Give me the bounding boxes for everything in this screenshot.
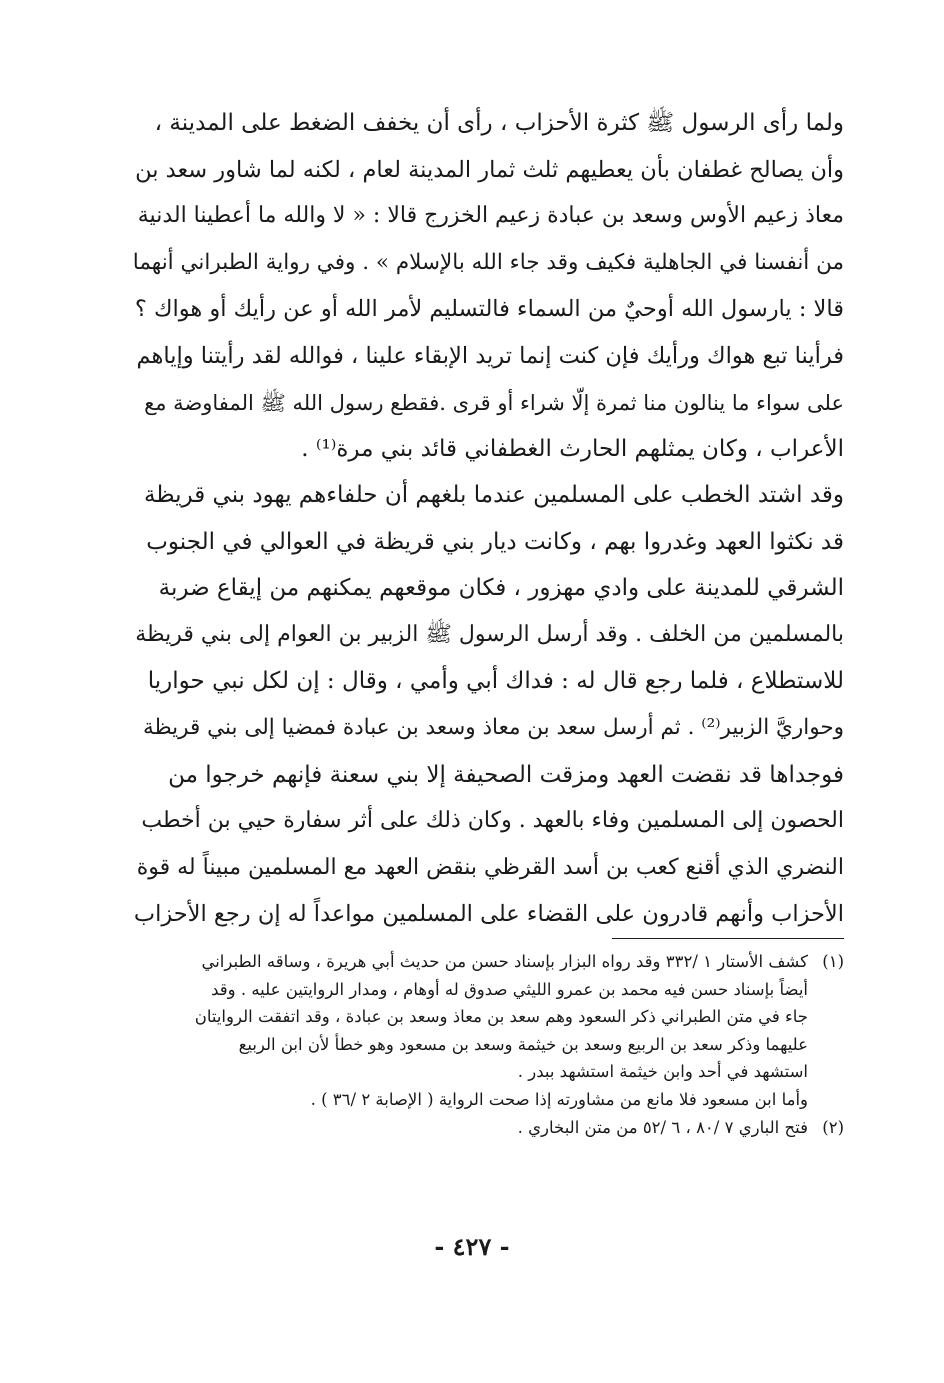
footnote-2 bbox=[132, 1114, 844, 1142]
text-line: فرأينا تبع هواك ورأيك فإن كنت إنما تريد الإبقاء علينا ، فوالله لقد رأيتنا وإياهم bbox=[136, 342, 844, 369]
text-line: الشرقي للمدينة على وادي مهزور ، فكان موقعهم يمكنهم من إيقاع ضربة bbox=[158, 575, 844, 602]
text-line: فوجداها قد نقضت العهد ومزقت الصحيفة إلا بني سعنة فإنهم خرجوا من bbox=[168, 761, 844, 788]
text-line: للاستطلاع ، فلما رجع قال له : فداك أبي وأمي ، وقال : إن لكل نبي حواريا bbox=[147, 668, 844, 695]
text-line: وقد اشتد الخطب على المسلمين عندما بلغهم أن حلفاءهم يهود بني قريظة bbox=[143, 482, 844, 508]
footnote-text bbox=[132, 1114, 808, 1142]
text-line: الأعراب ، وكان يمثلهم الحارث الغطفاني قائد بني مرة⁽¹⁾ . bbox=[301, 436, 844, 463]
footnote-line: جاء في متن الطبراني ذكر السعود وهم سعد بن معاذ وسعد بن عبادة ، وقد اتفقت الروايتان bbox=[194, 1007, 808, 1027]
footnote-number: (١) bbox=[822, 952, 844, 971]
text-line: النضري الذي أقنع كعب بن أسد القرظي بنقض العهد مع المسلمين مبيناً له قوة bbox=[136, 854, 844, 880]
page-number: - ٤٢٧ - bbox=[434, 1232, 510, 1261]
footnote-text bbox=[132, 948, 808, 1114]
footnotes bbox=[132, 948, 844, 1141]
footnote-line: وأما ابن مسعود فلا مانع من مشاورته إذا صحت الرواية ( الإصابة ٢ /٣٦ ) . bbox=[310, 1089, 808, 1109]
footnote-1 bbox=[132, 948, 844, 1114]
paragraph-2 bbox=[132, 472, 844, 938]
footnote-line: أيضاً بإسناد حسن فيه محمد بن عمرو الليثي صدوق له أوهام ، ومدار الروايتين عليه . وقد bbox=[211, 979, 808, 999]
footnote-line: عليهما وذكر سعد بن الربيع وسعد بن خيثمة وسعد بن مسعود وهو خطأ لأن ابن الربيع bbox=[238, 1034, 808, 1054]
text-line: قالا : يارسول الله أوحيٌ من السماء فالتسليم لأمر الله أو عن رأيك أو هواك ؟ bbox=[134, 296, 844, 323]
text-line: الأحزاب وأنهم قادرون على القضاء على المسلمين مواعداً له إن رجع الأحزاب bbox=[133, 901, 844, 928]
paragraph-1 bbox=[132, 100, 844, 473]
footnote-number: (٢) bbox=[822, 1117, 844, 1137]
text-line: بالمسلمين من الخلف . وقد أرسل الرسول ﷺ الزبير بن العوام إلى بني قريظة bbox=[135, 621, 844, 647]
text-line: وأن يصالح غطفان بأن يعطيهم ثلث ثمار المدينة لعام ، لكنه لما شاور سعد بن bbox=[135, 156, 844, 183]
footnote-line: فتح الباري ٧ /٨٠ ، ٦ /٥٢ من متن البخاري . bbox=[517, 1117, 808, 1137]
footnote-divider bbox=[612, 938, 844, 939]
text-line: وحواريَّ الزبير⁽²⁾ . ثم أرسل سعد بن معاذ وسعد بن عبادة فمضيا إلى بني قريظة bbox=[142, 714, 844, 740]
text-line: ولما رأى الرسول ﷺ كثرة الأحزاب ، رأى أن يخفف الضغط على المدينة ، bbox=[154, 110, 844, 136]
text-line: على سواء ما ينالون منا ثمرة إلّا شراء أو قرى .فقطع رسول الله ﷺ المفاوضة مع bbox=[144, 390, 844, 415]
text-line: من أنفسنا في الجاهلية فكيف وقد جاء الله بالإسلام » . وفي رواية الطبراني أنهما bbox=[132, 249, 844, 275]
text-line: معاذ زعيم الأوس وسعد بن عبادة زعيم الخزرج قالا : « لا والله ما أعطينا الدنية bbox=[137, 203, 844, 229]
text-line: الحصون إلى المسلمين وفاء بالعهد . وكان ذلك على أثر سفارة حيي بن أخطب bbox=[141, 808, 844, 834]
footnote-line: استشهد في أحد وابن خيثمة استشهد ببدر . bbox=[517, 1062, 808, 1082]
footnote-line: كشف الأستار ١ /٣٣٢ وقد رواه البزار بإسناد حسن من حديث أبي هريرة ، وساقه الطبراني bbox=[201, 952, 808, 971]
text-line: قد نكثوا العهد وغدروا بهم ، وكانت ديار بني قريظة في العوالي في الجنوب bbox=[146, 528, 844, 555]
